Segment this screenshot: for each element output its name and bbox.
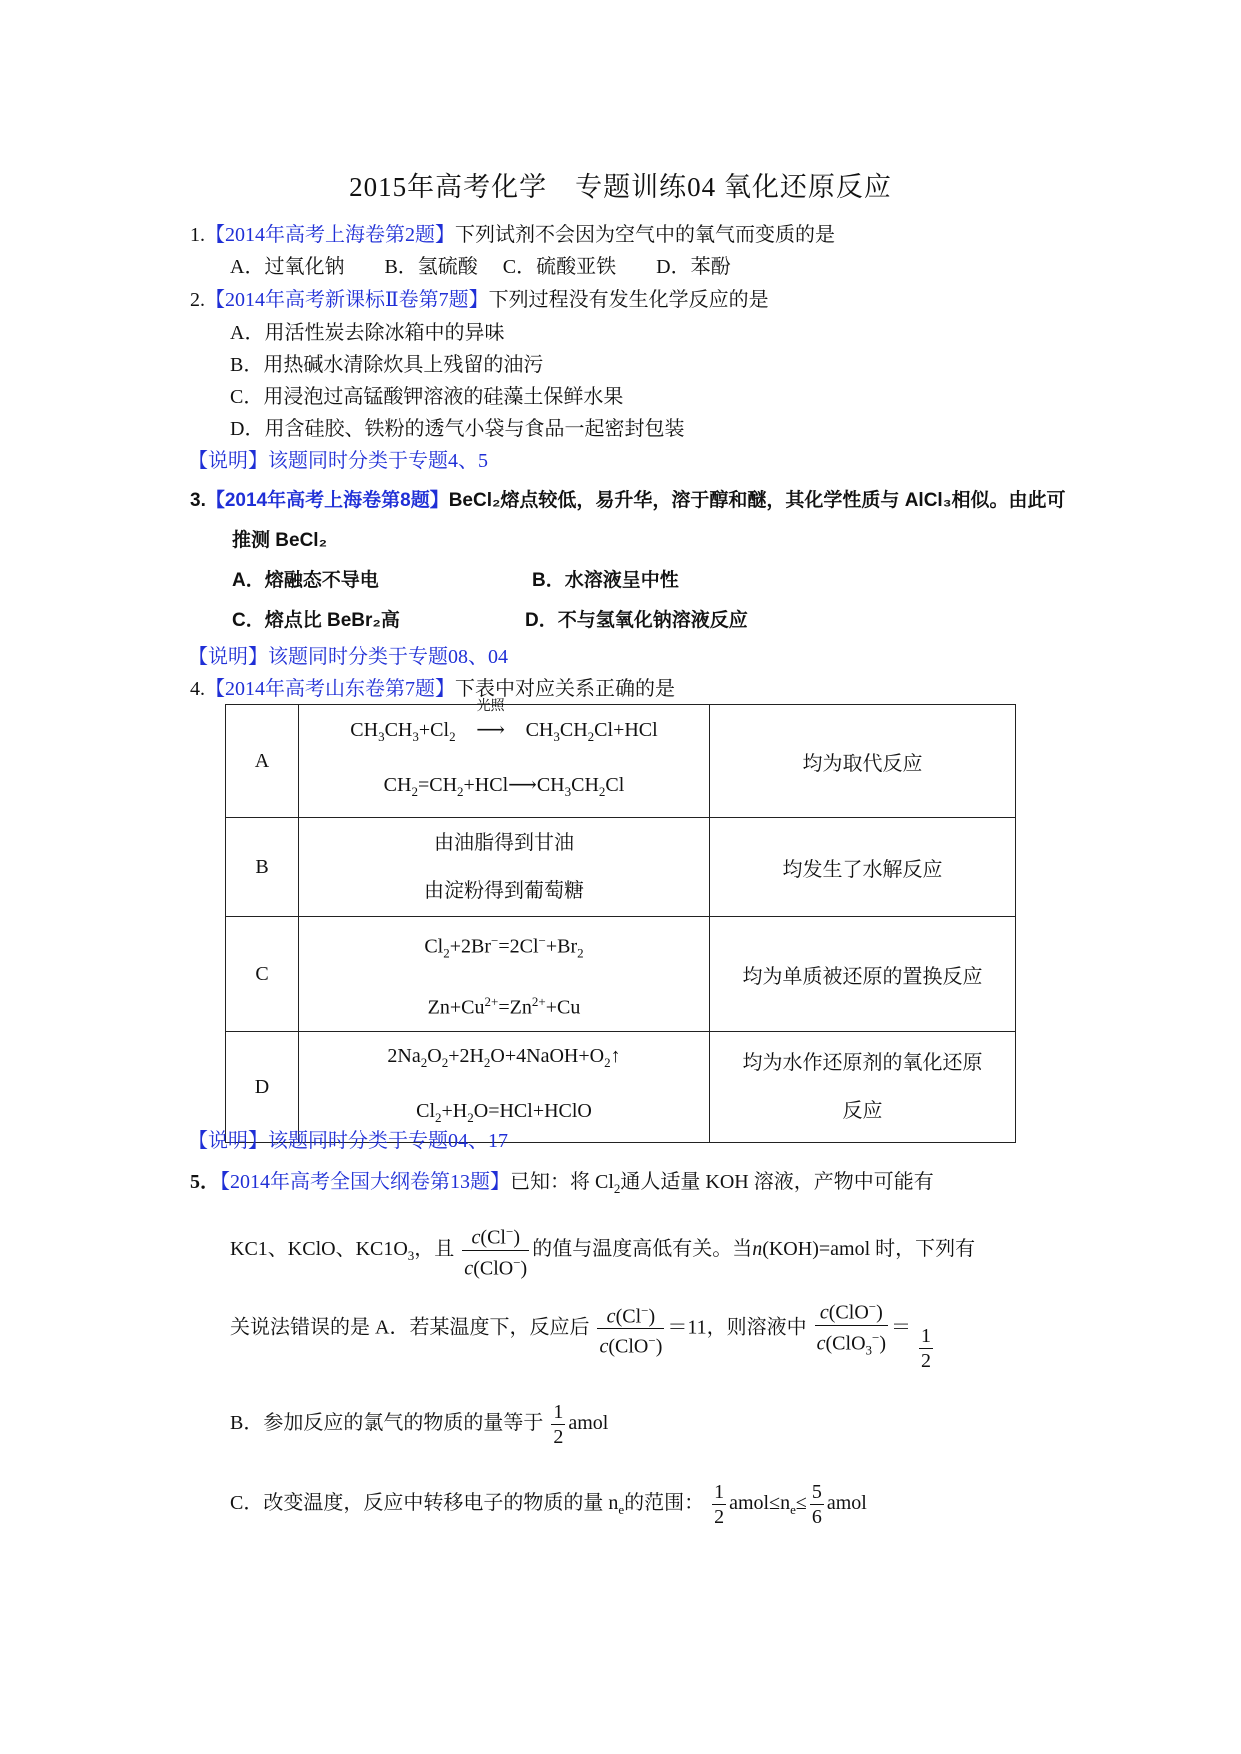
question-5-option-a: 关说法错误的是 A．若某温度下，反应后 $\frac{c(Cl^-)}{c(ClO^-)}$ ＝11，则溶液中 $\frac{c(ClO^-)}{c(ClO_3^-)}$ ＝ $\frac{1}{2}$ [230,1295,936,1373]
question-3 [190,485,1066,512]
reaction-cell [299,917,710,1032]
note-text: 该题同时分类于专题04、17 [268,1130,508,1152]
question-stem: 下表中对应关系正确的是 [455,678,675,700]
description-cell: 均为取代反应 [710,705,1016,818]
note-q3 [188,640,508,669]
option-c: C．用浸泡过高锰酸钾溶液的硅藻土保鲜水果 [230,386,624,408]
question-source: 【2014年高考上海卷第8题】 [205,490,449,511]
question-number: 3. [190,490,206,511]
table-row [226,705,1016,818]
question-source: 【2014年高考上海卷第2题】 [205,224,455,246]
question-stem: 下列过程没有发生化学反应的是 [488,289,769,311]
option-d: D．不与氢氧化钠溶液反应 [525,610,748,631]
question-number: 2. [190,289,205,311]
equation-line: $Cl_2+2Br^-=2Cl^-+Br_2$ [424,933,584,961]
note-text: 该题同时分类于专题08、04 [268,646,508,668]
description-cell: 均发生了水解反应 [710,818,1016,917]
note-text: 该题同时分类于专题4、5 [268,450,488,472]
question-2 [190,283,769,312]
option-a: A．熔融态不导电 [232,570,379,591]
correspondence-table [225,698,1016,1143]
note-label: 【说明】 [188,646,268,668]
equation-line: $Zn+Cu^{2+}=Zn^{2+}+Cu$ [427,993,581,1019]
option-d: D．用含硅胶、铁粉的透气小袋与食品一起密封包装 [230,418,685,440]
question-3-stem-cont: 推测 BeCl₂ [232,530,328,551]
table-row [226,917,1016,1032]
fraction-one-half: $\frac{1}{2}$ [714,1481,725,1528]
question-5-option-b: B．参加反应的氯气的物质的量等于 $\frac{1}{2}$ amol [230,1401,609,1448]
note-label: 【说明】 [188,1130,268,1152]
table-row [226,818,1016,917]
option-a: A．用活性炭去除冰箱中的异味 [230,322,505,344]
equation-line: $2Na_2O_2+2H_2O+4NaOH+O_2↑$ [387,1045,621,1071]
question-source: 【2014年高考全国大纲卷第13题】 [220,1171,510,1193]
arrow-icon: 光照 ⟶ [456,706,526,754]
question-4 [190,672,675,701]
fraction-five-sixths: $\frac{5}{6}$ [811,1481,822,1528]
option-b: B．水溶液呈中性 [532,570,679,591]
question-1-options: A．过氧化钠 B．氢硫酸 C．硫酸亚铁 D．苯酚 [230,256,731,278]
reaction-cell [299,818,710,917]
question-number: 1. [190,224,205,246]
description-cell: 均为单质被还原的置换反应 [710,917,1016,1032]
question-5-line-2: KC1、KClO、$KC1O_3$，且 $\frac{c(Cl^-)}{c(ClO^-)}$ 的值与温度高低有关。当n(KOH)=amol 时，下列有 [230,1220,975,1280]
row-label: B [226,818,299,917]
question-number: 4. [190,678,205,700]
fraction-one-half: $\frac{1}{2}$ [553,1401,564,1448]
row-label: C [226,917,299,1032]
fraction-one-half: $\frac{1}{2}$ [921,1325,932,1373]
note-q2 [188,444,488,473]
description-cell: 均为水作还原剂的氧化还原 反应 [710,1032,1016,1143]
row-label: A [226,705,299,818]
page-title: 2015年高考化学 专题训练04 氧化还原反应 [349,172,892,202]
reaction-line: 由淀粉得到葡萄糖 [424,880,584,902]
question-1 [190,218,835,247]
fraction-clo-over-clo3: $\frac{c(ClO^-)}{c(ClO_3^-)}$ [815,1295,888,1362]
fraction-cl-over-clo: $\frac{c(Cl^-)}{c(ClO^-)}$ [462,1220,529,1280]
equation-line: $CH_2=CH_2+HCl⟶CH_3CH_2Cl$ [383,774,625,799]
note-q4 [188,1124,508,1153]
equation-line: $CH_3CH_3+Cl_2$ 光照 ⟶ $CH_3CH_2Cl+HCl$ [299,706,709,761]
question-number: 5． [190,1171,220,1193]
question-5: 5．【2014年高考全国大纲卷第13题】已知：将 $Cl_2$通人适量 KOH 溶液，产物中可能有 [190,1171,934,1196]
equation-line: $Cl_2+H_2O=HCl+HClO$ [416,1100,592,1126]
question-stem: 下列试剂不会因为空气中的氧气而变质的是 [455,224,835,246]
reaction-line: 由油脂得到甘油 [434,832,574,854]
note-label: 【说明】 [188,450,268,472]
question-stem: BeCl₂熔点较低，易升华，溶于醇和醚，其化学性质与 AlCl₃相似。由此可 [448,490,1066,511]
fraction-cl-over-clo: $\frac{c(Cl^-)}{c(ClO^-)}$ [597,1299,664,1359]
option-c: C．熔点比 BeBr₂高 [232,610,400,631]
reaction-cell [299,698,710,818]
arrow-condition: 光照 [476,698,505,714]
question-5-option-c: C．改变温度，反应中转移电子的物质的量 $n_e$的范围： $\frac{1}{2}$ $amol\le n_e\le$ $\frac{5}{6}$ amol [230,1481,867,1528]
question-source: 【2014年高考山东卷第7题】 [205,678,455,700]
row-label: D [226,1032,299,1143]
option-b: B．用热碱水清除炊具上残留的油污 [230,354,544,376]
question-source: 【2014年高考新课标Ⅱ卷第7题】 [205,289,489,311]
question-stem: 已知：将 Cl [510,1171,614,1193]
